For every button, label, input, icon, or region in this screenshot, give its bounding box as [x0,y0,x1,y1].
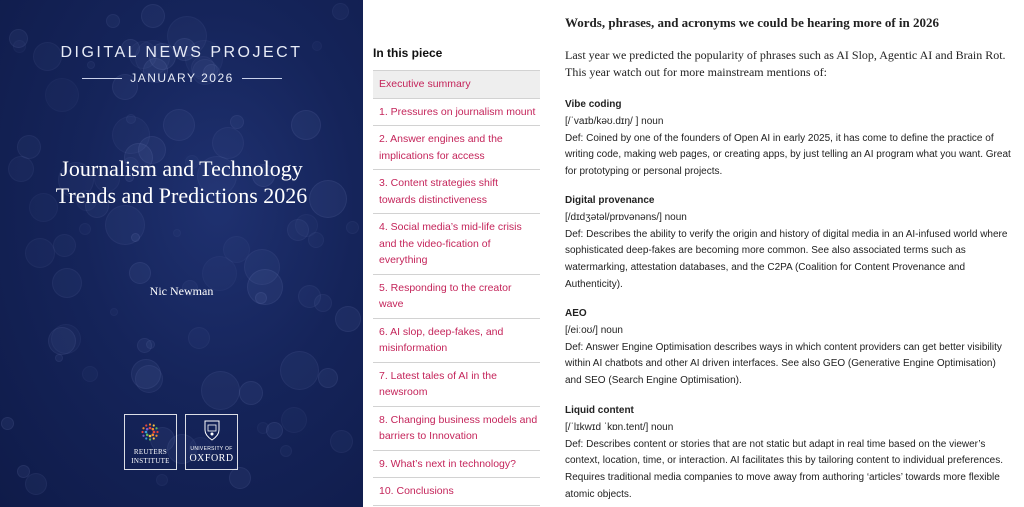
glossary-term: Vibe coding [565,99,622,110]
article-section-title: Words, phrases, and acronyms we could be hearing more of in 2026 [565,15,940,30]
logo-dot [156,431,158,433]
logo-dot [152,434,155,437]
toc-item[interactable] [373,275,540,319]
logo-dot [149,438,151,440]
bubble-decoration [257,422,269,434]
toc-item[interactable] [373,363,540,407]
toc-item[interactable] [373,214,540,275]
bubble-decoration [335,306,361,332]
bubble-decoration [82,366,98,382]
logo-dot [146,434,149,437]
toc-item-label: and the video-fication of [379,237,491,250]
cover-date: JANUARY 2026 [130,71,234,85]
logo-dot [141,431,143,433]
glossary-entry-vibe-coding [565,97,1014,181]
toc-item[interactable] [373,170,540,214]
glossary-definition: Def: Describes content or stories that are not static but adapt in real time based on the viewer’s context, location, time, or interaction. AI facilitates this by tailoring content to individual preferences. Requires traditional media companies to move away from authoring ‘articles’ towards more flexible atomic objects. [565,438,1004,500]
glossary-definition: Def: Coined by one of the founders of Open AI in early 2025, it has come to define the practice of writing code, making web pages, or creating apps, by just telling an AI program what you want. Great for prototyping or personal projects. [565,132,1011,178]
toc-heading: In this piece [373,46,443,60]
toc-item-label: 7. Latest tales of AI in the [379,369,497,382]
glossary-definition: Def: Answer Engine Optimisation describes ways in which content providers can get better visibility within AI chatbots and other AI driven interfaces. See also GEO (Generative Engine Optimisation) and SEO (Search Engine Optimisation). [565,341,1002,387]
toc-item-label: 5. Responding to the creator [379,281,512,294]
logo-dot [145,424,147,426]
bubble-decoration [230,115,244,129]
toc-item-label: implications for access [379,149,485,162]
toc-item[interactable] [373,478,540,506]
cover-rule-left [82,78,122,79]
toc-item-label: 9. What’s next in technology? [379,457,516,470]
bubble-decoration [156,474,168,486]
toc-item-label: barriers to Innovation [379,430,478,442]
glossary-term: Digital provenance [565,195,655,206]
glossary-pronunciation: [/dɪdʒətəl/prɒvənəns/] noun [565,211,687,223]
glossary-term: AEO [565,308,587,319]
bubble-decoration [330,430,353,453]
reuters-logo-text: REUTERS [133,448,168,456]
cover-title-line: Trends and Predictions 2026 [55,183,308,208]
cover-title-line: Journalism and Technology [60,156,303,181]
oxford-logo-text: OXFORD [189,453,234,464]
glossary-definition: Def: Describes the ability to verify the origin and history of digital media in an AI-infused world where sophisticated deep-fakes are becoming more common. See also associated terms such as watermarking, attestation databases, and the C2PA (Coalition for Content Provenance and Authenticity). [565,228,1008,290]
logo-dot [149,435,152,438]
logo-dot [152,428,155,431]
cover-report-title [20,155,343,209]
toc-item-label: misinformation [379,342,448,354]
reuters-institute-logo[interactable] [124,414,177,470]
bubble-decoration [281,407,307,433]
glossary-entry-digital-provenance [565,193,1014,294]
bubble-decoration [106,14,120,28]
logo-dot [155,435,157,437]
toc-item[interactable] [373,70,540,99]
oxford-crest-icon [203,419,221,441]
toc-item-label: everything [379,254,428,266]
bubble-decoration [280,351,319,390]
toc-item-label: newsroom [379,386,428,398]
glossary-entry-aeo [565,306,1014,390]
cover-series-title: DIGITAL NEWS PROJECT [60,44,303,61]
oxford-logo-text: UNIVERSITY OF [190,446,233,452]
bubble-decoration [45,78,79,112]
bubble-decoration [239,381,263,405]
cover-rule-right [242,78,282,79]
logo-dot [145,437,147,439]
logo-dot [146,428,149,431]
reuters-logo-text: INSTITUTE [131,457,170,465]
glossary-pronunciation: [/ˈlɪkwɪd ˈkɒn.tent/] noun [565,421,674,433]
bubble-decoration [137,338,152,353]
bubble-decoration [332,3,349,20]
bubble-decoration [131,233,140,242]
logo-dot [149,423,151,425]
toc-item-label: Executive summary [379,78,471,90]
bubble-decoration [131,359,161,389]
bubble-decoration [173,229,181,237]
toc-item[interactable] [373,319,540,363]
bubble-decoration [55,354,63,362]
bubble-decoration [25,473,47,495]
cover-author: Nic Newman [149,284,214,298]
toc-item-label: 10. Conclusions [379,485,454,497]
article-intro: Last year we predicted the popularity of phrases such as AI Slop, Agentic AI and Brain Rot. This year watch out for more mainstream mentions of: [565,48,1006,79]
bubble-decoration [53,234,76,257]
oxford-university-logo[interactable] [185,414,238,470]
toc-item-label: 2. Answer engines and the [379,133,503,145]
toc-item-label: 6. AI slop, deep-fakes, and [379,325,504,338]
bubble-decoration [141,4,165,28]
bubble-decoration [79,223,91,235]
logo-dot [142,435,144,437]
toc-item-label: 3. Content strategies shift [379,177,499,189]
reuters-dots-icon [139,421,161,443]
bubble-decoration [229,467,251,489]
cover-date-row [82,68,282,88]
toc-item-label: 4. Social media’s mid-life crisis [379,221,522,233]
toc-item-label: towards distinctiveness [379,193,487,206]
logo-dot [153,437,155,439]
bubble-decoration [266,422,283,439]
bubble-decoration [25,238,55,268]
logo-dot [153,424,155,426]
bubble-decoration [223,236,250,263]
toc-list [373,70,540,506]
glossary-pronunciation: [/eiːoʊ/] noun [565,324,623,336]
toc-item[interactable] [373,126,540,170]
toc-item[interactable] [373,407,540,451]
logo-dot [149,427,152,430]
glossary-term: Liquid content [565,405,634,416]
glossary-entry-liquid-content [565,403,1014,504]
logo-dot [142,427,144,429]
bubble-decoration [201,371,240,410]
glossary-pronunciation: [/ˈvaɪb/kəʊ.dɪŋ/ ] noun [565,115,664,127]
bubble-decoration [318,368,338,388]
toc-item[interactable] [373,99,540,127]
logo-dot [153,431,156,434]
toc-item-label: wave [379,298,404,310]
report-cover [0,0,363,507]
bubble-decoration [110,308,118,316]
bubble-decoration [163,109,195,141]
bubble-decoration [188,327,210,349]
bubble-decoration [295,214,318,237]
bubble-decoration [48,327,76,355]
toc-item[interactable] [373,451,540,479]
bubble-decoration [1,417,14,430]
bubble-decoration [280,445,292,457]
toc-item-label: 8. Changing business models and [379,413,538,426]
logo-dot [145,431,148,434]
logo-dot [155,427,157,429]
bubble-decoration [291,110,321,140]
bubble-decoration [129,262,151,284]
bubble-decoration [346,221,359,234]
toc-item-label: 1. Pressures on journalism mount [379,105,536,118]
